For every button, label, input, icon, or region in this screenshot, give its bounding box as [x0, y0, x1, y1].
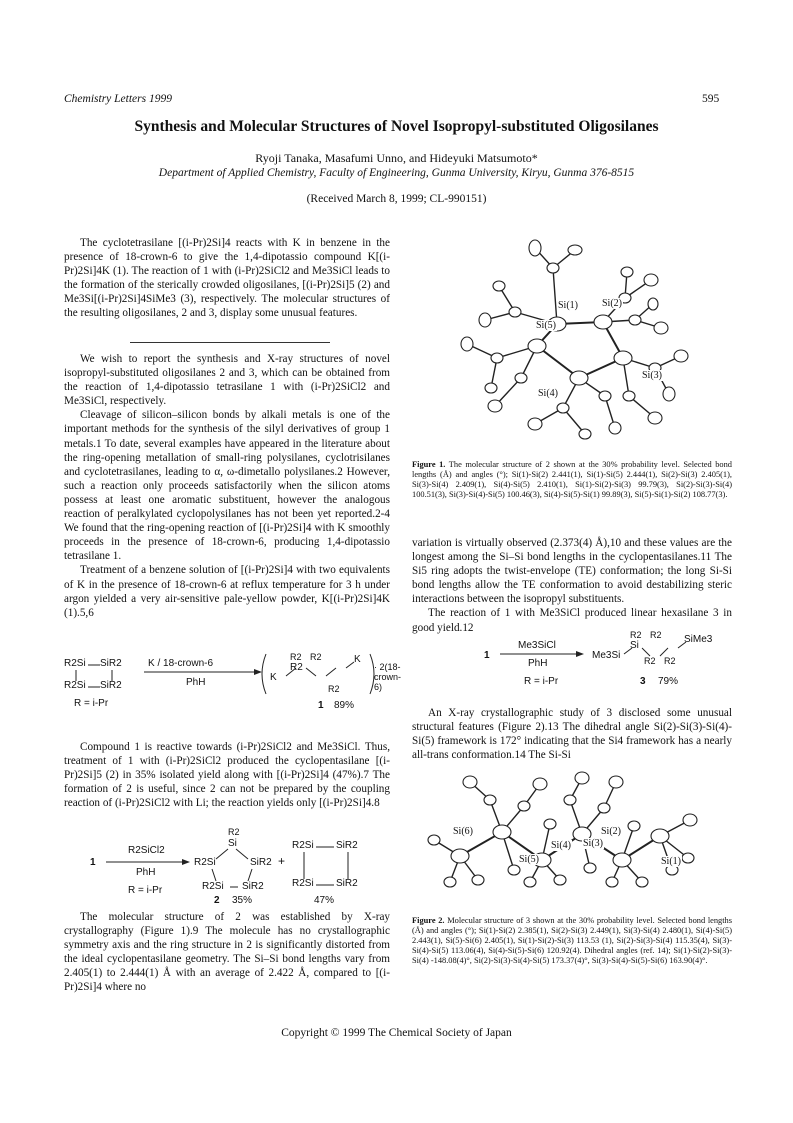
- abstract: [64, 236, 390, 321]
- figure-2-caption: [412, 916, 732, 966]
- paragraph: variation is virtually observed (2.373(4) Å),10 and these values are the longest among the Si–Si bond lengths in the cyclopentasilanes.11 The Si5 ring adopts the twist-envelope (TE) conformation; the long Si-Si bond lengths allow the TE conformation to avoid destabilizing steric interactions between the isopropyl substituents.: [412, 537, 732, 606]
- scheme-label: R2: [630, 630, 642, 640]
- scheme-label: R2: [328, 684, 340, 694]
- scheme-label: SiMe3: [684, 634, 713, 645]
- scheme-label: R2Si: [64, 680, 86, 691]
- scheme-2: [86, 827, 386, 905]
- caption-label: Figure 2.: [412, 916, 445, 925]
- scheme-label: SiR2: [100, 680, 122, 691]
- scheme-yield: 89%: [334, 700, 355, 711]
- journal-name: Chemistry Letters 1999: [64, 93, 172, 105]
- scheme-label: SiR2: [336, 840, 358, 851]
- scheme-compound: 1: [90, 857, 96, 868]
- paragraph: The molecular structure of 2 was established by X-ray crystallography (Figure 1).9 The molecule has no crystallographic symmetry axis and the ring structure in 2 is significantly distorted from the ideal cyclopentasilane geometry. The Si–Si bond lengths vary from 2.405(1) to 2.444(1) Å with an average of 2.422 Å, compared to [(i-Pr)2Si]4 where no: [64, 911, 390, 994]
- scheme-label: R2: [644, 656, 656, 666]
- atom-label: Si(6): [453, 826, 473, 837]
- scheme-compound: 3: [640, 676, 646, 687]
- atom-label: Si(4): [538, 388, 558, 399]
- scheme-label: Si: [228, 838, 237, 849]
- paragraph: Cleavage of silicon–silicon bonds by alkali metals is one of the important methods for the synthesis of the silyl derivatives of group 1 metals.1 To date, several examples have appeared in the literature about the ring-opening metallation of small-ring polysilanes, cyclotrisilanes and cyclotetrasilanes, leading to α, ω-dimetallo polysilanes.2 However, such a reaction only proceeds satisfactorily when the silicon atoms possess at least one aromatic substituent, however the analogous reaction of peralkylated cyclopolysilanes has not been yet reported.2-4 We found that the ring-opening reaction of [(i-Pr)2Si]4 with K smoothly proceeds in the presence of 18-crown-6, producing 1,4-dipotassio tetrasilane 1.: [64, 409, 390, 563]
- figure-2-image: [420, 770, 730, 890]
- scheme-reagent: R2SiCl2: [128, 845, 165, 856]
- scheme-label: SiR2: [250, 857, 272, 868]
- scheme-yield: 79%: [658, 676, 679, 687]
- scheme-label: R2Si: [292, 878, 314, 889]
- scheme-label: SiR2: [100, 658, 122, 669]
- scheme-label: R2: [290, 652, 302, 662]
- scheme-yield: 47%: [314, 895, 335, 906]
- paper-title: Synthesis and Molecular Structures of Novel Isopropyl-substituted Oligosilanes: [134, 118, 659, 135]
- caption-text: Molecular structure of 3 shown at the 30% probability level. Selected bond lengths (Å) and angles (°); Si(1)-Si(2) 2.385(1), Si(2)-Si(3) 2.449(1), Si(3)-Si(4) 2.480(1), Si(4)-Si(5) 2.443(1), Si(5)-Si(6) 2.405(1), Si(1)-Si(2)-Si(3) 113.53 (1), Si(2)-Si(3)-Si(4) 115.35(4), Si(3)-Si(4)-Si(5) 113.06(4), Si(4)-Si(5)-Si(6) 120.92(4). Dihedral angles (ref. 14); Si(1)-Si(2)-Si(3)-Si(4) -148.08(4)°, Si(2)-Si(3)-Si(4)-Si(5) 173.37(4)°, Si(3)-Si(4)-Si(5)-Si(6) 163.90(4)°.: [412, 916, 733, 965]
- atom-label: Si(2): [601, 826, 621, 837]
- received-date: (Received March 8, 1999; CL-990151): [306, 193, 487, 205]
- scheme-label: R2: [664, 656, 676, 666]
- affiliation: Department of Applied Chemistry, Faculty of Engineering, Gunma University, Kiryu, Gunma 376-8515: [158, 167, 635, 179]
- scheme-label: R2Si: [64, 658, 86, 669]
- left-column-top: [64, 352, 390, 620]
- caption-text: The molecular structure of 2 shown at the 30% probability level. Selected bond lengths (Å) and angles (°); Si(1)-Si(2) 2.441(1), Si(1)-Si(5) 2.444(1), Si(2)-Si(3) 2.405(1), Si(3)-Si(4) 2.409(1), Si(4)-Si(5) 2.410(1), Si(1)-Si(2)-Si(3) 99.79(3), Si(2)-Si(3)-Si(4) 100.51(3), Si(3)-Si(4)-Si(5) 100.46(3), Si(4)-Si(5)-Si(1) 99.89(3), Si(5)-Si(1)-Si(2) 108.77(3).: [412, 460, 732, 499]
- abstract-divider: [130, 342, 330, 343]
- copyright-footer: Copyright © 1999 The Chemical Society of Japan: [281, 1027, 512, 1039]
- scheme-reagent: K / 18-crown-6: [148, 658, 214, 669]
- ortep-structure-2: [455, 228, 745, 458]
- scheme-label: R2Si: [292, 840, 314, 851]
- left-column-middle: [64, 740, 390, 810]
- scheme-plus: +: [278, 854, 286, 868]
- scheme-1-bonds: [64, 650, 394, 730]
- scheme-label: R2Si: [194, 857, 216, 868]
- atom-label: Si(5): [536, 320, 556, 331]
- figure-1-image: [455, 228, 745, 458]
- scheme-label: · 2(18-crown-6): [374, 662, 402, 692]
- atom-label: Si(1): [558, 300, 578, 311]
- scheme-compound: 2: [214, 895, 220, 906]
- scheme-label: SiR2: [336, 878, 358, 889]
- right-column-top: [412, 536, 732, 635]
- paragraph: Treatment of a benzene solution of [(i-Pr)2Si]4 with two equivalents of K in the presence of 18-crown-6 at reflux temperature for 3 h under argon yielded a very air-sensitive pale-yellow powder, K[(i-Pr)2Si]4K (1).5,6: [64, 564, 390, 619]
- scheme-label: K: [354, 654, 361, 665]
- paragraph: An X-ray crystallographic study of 3 disclosed some unusual structural features (Figure 2).13 The dihedral angle Si(2)-Si(3)-Si(4)-Si(5) framework is 172° indicating that the Si4 framework has a nearly all-trans conformation.14 The Si-Si: [412, 707, 732, 762]
- scheme-solvent: PhH: [528, 658, 548, 669]
- scheme-solvent: PhH: [186, 677, 206, 688]
- scheme-label: SiR2: [242, 881, 264, 892]
- scheme-definition: R = i-Pr: [74, 698, 109, 709]
- atom-label: Si(3): [583, 838, 603, 849]
- atom-label: Si(5): [519, 854, 539, 865]
- figure-1-caption: [412, 460, 732, 500]
- scheme-yield: 35%: [232, 895, 253, 906]
- scheme-reagent: Me3SiCl: [518, 640, 556, 651]
- right-column-middle: [412, 706, 732, 762]
- atom-label: Si(1): [661, 856, 681, 867]
- abstract-text: The cyclotetrasilane [(i-Pr)2Si]4 reacts with K in benzene in the presence of 18-crown-6 to give the 1,4-dipotassio compound K[(i-Pr)2Si]4K (1). The reaction of 1 with (i-Pr)2SiCl2 and Me3SiCl leads to the formation of the sterically crowded oligosilanes, [(i-Pr)2Si]5 (2) and Me3Si[(i-Pr)2Si]4SiMe3 (3), respectively. The molecular structures of the resulting oligosilanes, 2 and 3, display some unusual features.: [64, 237, 390, 320]
- paragraph: Compound 1 is reactive towards (i-Pr)2SiCl2 and Me3SiCl. Thus, treatment of 1 with (i-Pr)2SiCl2 produced the cyclopentasilane [(i-Pr)2Si]5 (2) in 35% isolated yield along with [(i-Pr)2Si]4 (47%).7 The formation of 2 is useful, since 2 can not be prepared by the coupling reaction of (i-Pr)2SiCl2 with Li; the reaction yields only [(i-Pr)2Si]4.8: [64, 741, 390, 810]
- atom-label: Si(3): [642, 370, 662, 381]
- scheme-label: R2: [650, 630, 662, 640]
- scheme-3: [480, 630, 730, 686]
- scheme-label: R2: [228, 827, 240, 837]
- scheme-definition: R = i-Pr: [524, 676, 559, 687]
- authors: Ryoji Tanaka, Masafumi Unno, and Hideyuki Matsumoto*: [255, 151, 538, 165]
- caption-label: Figure 1.: [412, 460, 446, 469]
- scheme-compound: 1: [484, 650, 490, 661]
- left-column-bottom: [64, 910, 390, 995]
- scheme-label: Me3Si: [592, 650, 621, 661]
- atom-label: Si(2): [602, 298, 622, 309]
- scheme-solvent: PhH: [136, 867, 156, 878]
- scheme-definition: R = i-Pr: [128, 885, 163, 896]
- scheme-1: [64, 650, 402, 730]
- scheme-label: K: [270, 672, 277, 683]
- scheme-label: R2Si: [202, 881, 224, 892]
- paragraph: The reaction of 1 with Me3SiCl produced linear hexasilane 3 in good yield.12: [412, 607, 732, 634]
- atom-label: Si(4): [551, 840, 571, 851]
- scheme-label: R2: [310, 652, 322, 662]
- scheme-label: R2: [290, 662, 303, 673]
- scheme-label: Si: [630, 640, 639, 651]
- paragraph: We wish to report the synthesis and X-ray structures of novel isopropyl-substituted oligosilanes 2 and 3, which can be obtained from the reaction of 1,4-dipotassio tetrasilane 1 with (i-Pr)2SiCl2 and Me3SiCl, respectively.: [64, 353, 390, 408]
- scheme-compound: 1: [318, 700, 324, 711]
- page-number: 595: [702, 93, 720, 105]
